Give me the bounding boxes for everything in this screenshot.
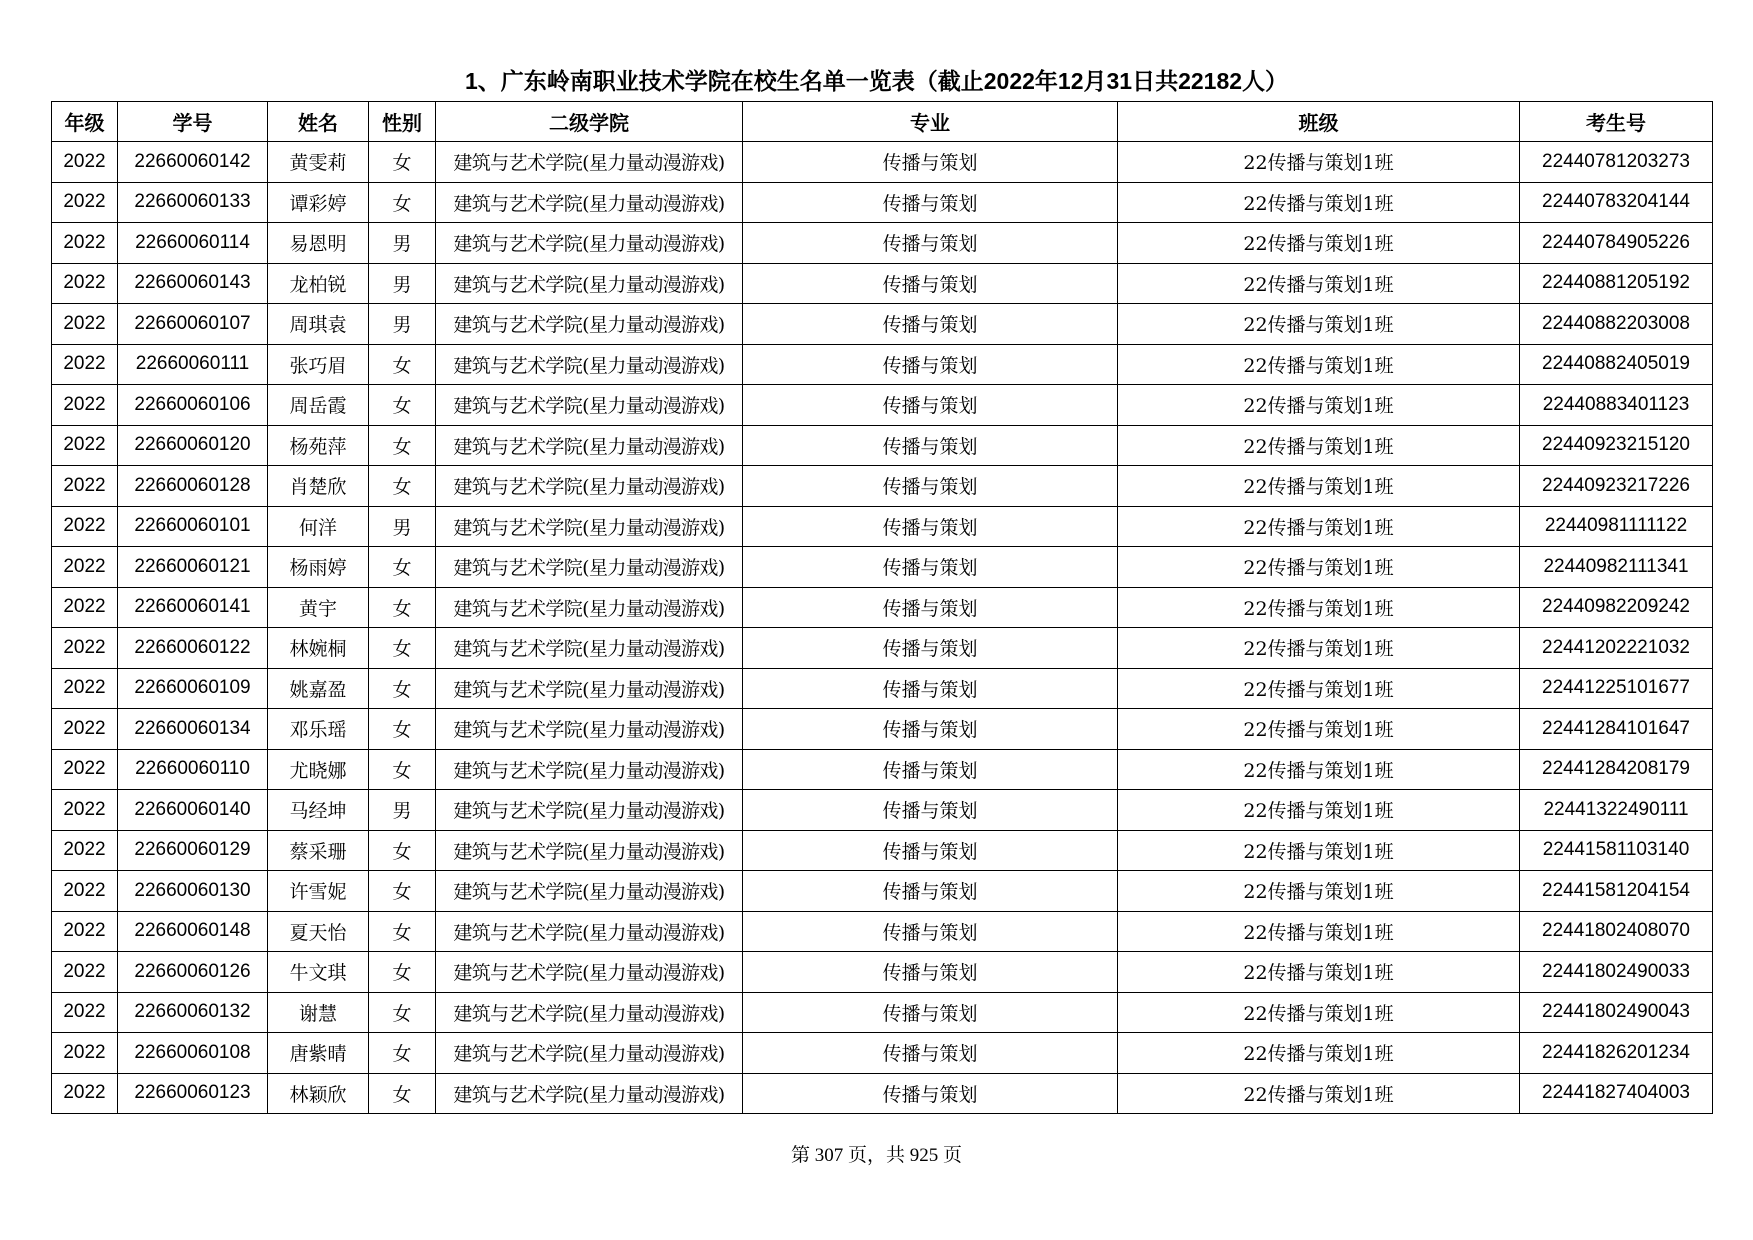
cell-exam-id: 22441225101677 [1520,668,1713,709]
cell-grade: 2022 [52,425,118,466]
cell-college: 建筑与艺术学院(星力量动漫游戏) [436,304,743,345]
cell-grade: 2022 [52,506,118,547]
cell-college: 建筑与艺术学院(星力量动漫游戏) [436,952,743,993]
cell-grade: 2022 [52,466,118,507]
cell-gender: 女 [369,1073,436,1114]
cell-name: 谭彩婷 [268,182,369,223]
cell-class: 22传播与策划1班 [1118,304,1520,345]
cell-grade: 2022 [52,587,118,628]
cell-college: 建筑与艺术学院(星力量动漫游戏) [436,142,743,183]
cell-exam-id: 22440881205192 [1520,263,1713,304]
cell-student-id: 22660060126 [118,952,268,993]
cell-major: 传播与策划 [743,506,1118,547]
table-row [52,425,1713,466]
cell-gender: 女 [369,830,436,871]
cell-gender: 女 [369,668,436,709]
cell-gender: 男 [369,223,436,264]
cell-grade: 2022 [52,1033,118,1074]
cell-name: 夏天怡 [268,911,369,952]
cell-major: 传播与策划 [743,709,1118,750]
cell-name: 易恩明 [268,223,369,264]
table-body [52,142,1713,1114]
cell-college: 建筑与艺术学院(星力量动漫游戏) [436,911,743,952]
cell-student-id: 22660060129 [118,830,268,871]
cell-name: 黄宇 [268,587,369,628]
cell-class: 22传播与策划1班 [1118,911,1520,952]
cell-name: 周琪袁 [268,304,369,345]
cell-exam-id: 22440883401123 [1520,385,1713,426]
cell-student-id: 22660060101 [118,506,268,547]
table-row [52,668,1713,709]
cell-college: 建筑与艺术学院(星力量动漫游戏) [436,182,743,223]
cell-student-id: 22660060106 [118,385,268,426]
cell-exam-id: 22441284208179 [1520,749,1713,790]
cell-student-id: 22660060109 [118,668,268,709]
cell-college: 建筑与艺术学院(星力量动漫游戏) [436,223,743,264]
cell-major: 传播与策划 [743,628,1118,669]
cell-major: 传播与策划 [743,1033,1118,1074]
cell-student-id: 22660060120 [118,425,268,466]
cell-name: 尤晓娜 [268,749,369,790]
cell-major: 传播与策划 [743,587,1118,628]
cell-class: 22传播与策划1班 [1118,749,1520,790]
cell-student-id: 22660060110 [118,749,268,790]
cell-exam-id: 22441802490033 [1520,952,1713,993]
cell-exam-id: 22441284101647 [1520,709,1713,750]
cell-college: 建筑与艺术学院(星力量动漫游戏) [436,344,743,385]
cell-gender: 女 [369,385,436,426]
cell-name: 杨苑萍 [268,425,369,466]
cell-name: 何洋 [268,506,369,547]
cell-name: 张巧眉 [268,344,369,385]
cell-student-id: 22660060133 [118,182,268,223]
cell-major: 传播与策划 [743,385,1118,426]
cell-class: 22传播与策划1班 [1118,709,1520,750]
cell-grade: 2022 [52,992,118,1033]
cell-exam-id: 22441802490043 [1520,992,1713,1033]
header-exam-id: 考生号 [1520,102,1713,142]
cell-college: 建筑与艺术学院(星力量动漫游戏) [436,506,743,547]
header-student-id: 学号 [118,102,268,142]
cell-exam-id: 22441827404003 [1520,1073,1713,1114]
cell-gender: 男 [369,790,436,831]
cell-class: 22传播与策划1班 [1118,547,1520,588]
cell-gender: 女 [369,547,436,588]
cell-college: 建筑与艺术学院(星力量动漫游戏) [436,668,743,709]
cell-exam-id: 22440982111341 [1520,547,1713,588]
cell-name: 唐紫晴 [268,1033,369,1074]
cell-major: 传播与策划 [743,182,1118,223]
cell-class: 22传播与策划1班 [1118,1073,1520,1114]
cell-class: 22传播与策划1班 [1118,830,1520,871]
table-row [52,790,1713,831]
cell-name: 周岳霞 [268,385,369,426]
table-row [52,304,1713,345]
cell-exam-id: 22440784905226 [1520,223,1713,264]
cell-name: 谢慧 [268,992,369,1033]
cell-exam-id: 22440882203008 [1520,304,1713,345]
table-row [52,1073,1713,1114]
table-row [52,992,1713,1033]
cell-major: 传播与策划 [743,749,1118,790]
table-row [52,830,1713,871]
table-row [52,547,1713,588]
cell-grade: 2022 [52,830,118,871]
cell-major: 传播与策划 [743,790,1118,831]
table-row [52,628,1713,669]
table-row [52,709,1713,750]
cell-exam-id: 22440923215120 [1520,425,1713,466]
cell-class: 22传播与策划1班 [1118,1033,1520,1074]
cell-college: 建筑与艺术学院(星力量动漫游戏) [436,587,743,628]
cell-student-id: 22660060141 [118,587,268,628]
cell-major: 传播与策划 [743,911,1118,952]
table-row [52,385,1713,426]
cell-student-id: 22660060107 [118,304,268,345]
cell-student-id: 22660060134 [118,709,268,750]
cell-name: 林婉桐 [268,628,369,669]
cell-name: 杨雨婷 [268,547,369,588]
cell-exam-id: 22440783204144 [1520,182,1713,223]
cell-major: 传播与策划 [743,304,1118,345]
cell-exam-id: 22440781203273 [1520,142,1713,183]
cell-gender: 男 [369,263,436,304]
cell-major: 传播与策划 [743,466,1118,507]
cell-exam-id: 22440882405019 [1520,344,1713,385]
cell-class: 22传播与策划1班 [1118,628,1520,669]
cell-name: 邓乐瑶 [268,709,369,750]
cell-exam-id: 22440982209242 [1520,587,1713,628]
cell-gender: 女 [369,911,436,952]
cell-grade: 2022 [52,182,118,223]
cell-gender: 女 [369,709,436,750]
cell-exam-id: 22441322490111 [1520,790,1713,831]
header-grade: 年级 [52,102,118,142]
cell-name: 龙柏锐 [268,263,369,304]
cell-major: 传播与策划 [743,1073,1118,1114]
table-row [52,506,1713,547]
cell-gender: 女 [369,142,436,183]
cell-student-id: 22660060130 [118,871,268,912]
cell-class: 22传播与策划1班 [1118,263,1520,304]
cell-student-id: 22660060111 [118,344,268,385]
cell-gender: 女 [369,871,436,912]
cell-name: 肖楚欣 [268,466,369,507]
cell-gender: 女 [369,182,436,223]
cell-grade: 2022 [52,709,118,750]
cell-gender: 男 [369,304,436,345]
cell-college: 建筑与艺术学院(星力量动漫游戏) [436,992,743,1033]
cell-grade: 2022 [52,304,118,345]
cell-student-id: 22660060122 [118,628,268,669]
cell-name: 马经坤 [268,790,369,831]
table-row [52,952,1713,993]
cell-college: 建筑与艺术学院(星力量动漫游戏) [436,749,743,790]
cell-major: 传播与策划 [743,871,1118,912]
student-roster-table [51,101,1713,1114]
cell-class: 22传播与策划1班 [1118,992,1520,1033]
cell-college: 建筑与艺术学院(星力量动漫游戏) [436,709,743,750]
table-row [52,587,1713,628]
cell-student-id: 22660060132 [118,992,268,1033]
cell-name: 许雪妮 [268,871,369,912]
cell-class: 22传播与策划1班 [1118,506,1520,547]
cell-class: 22传播与策划1班 [1118,587,1520,628]
cell-college: 建筑与艺术学院(星力量动漫游戏) [436,425,743,466]
cell-class: 22传播与策划1班 [1118,668,1520,709]
cell-student-id: 22660060123 [118,1073,268,1114]
header-college: 二级学院 [436,102,743,142]
cell-exam-id: 22441802408070 [1520,911,1713,952]
cell-student-id: 22660060114 [118,223,268,264]
cell-name: 林颖欣 [268,1073,369,1114]
cell-college: 建筑与艺术学院(星力量动漫游戏) [436,547,743,588]
table-row [52,182,1713,223]
cell-student-id: 22660060108 [118,1033,268,1074]
cell-college: 建筑与艺术学院(星力量动漫游戏) [436,871,743,912]
cell-name: 黄雯莉 [268,142,369,183]
cell-student-id: 22660060128 [118,466,268,507]
cell-student-id: 22660060148 [118,911,268,952]
cell-exam-id: 22441581204154 [1520,871,1713,912]
cell-exam-id: 22441826201234 [1520,1033,1713,1074]
cell-gender: 男 [369,506,436,547]
cell-grade: 2022 [52,142,118,183]
cell-class: 22传播与策划1班 [1118,142,1520,183]
cell-major: 传播与策划 [743,830,1118,871]
cell-gender: 女 [369,992,436,1033]
cell-grade: 2022 [52,344,118,385]
cell-grade: 2022 [52,547,118,588]
cell-college: 建筑与艺术学院(星力量动漫游戏) [436,830,743,871]
cell-gender: 女 [369,749,436,790]
cell-college: 建筑与艺术学院(星力量动漫游戏) [436,790,743,831]
cell-major: 传播与策划 [743,952,1118,993]
cell-college: 建筑与艺术学院(星力量动漫游戏) [436,628,743,669]
cell-major: 传播与策划 [743,547,1118,588]
cell-class: 22传播与策划1班 [1118,223,1520,264]
cell-class: 22传播与策划1班 [1118,952,1520,993]
cell-college: 建筑与艺术学院(星力量动漫游戏) [436,385,743,426]
cell-major: 传播与策划 [743,344,1118,385]
cell-grade: 2022 [52,385,118,426]
cell-grade: 2022 [52,668,118,709]
page-footer: 第 307 页，共 925 页 [790,1145,962,1166]
cell-grade: 2022 [52,911,118,952]
cell-college: 建筑与艺术学院(星力量动漫游戏) [436,1073,743,1114]
cell-gender: 女 [369,425,436,466]
cell-major: 传播与策划 [743,142,1118,183]
cell-name: 姚嘉盈 [268,668,369,709]
cell-grade: 2022 [52,263,118,304]
cell-student-id: 22660060121 [118,547,268,588]
header-gender: 性别 [369,102,436,142]
cell-grade: 2022 [52,749,118,790]
cell-gender: 女 [369,628,436,669]
cell-gender: 女 [369,952,436,993]
cell-grade: 2022 [52,628,118,669]
cell-college: 建筑与艺术学院(星力量动漫游戏) [436,1033,743,1074]
cell-major: 传播与策划 [743,425,1118,466]
cell-major: 传播与策划 [743,668,1118,709]
cell-name: 牛文琪 [268,952,369,993]
cell-class: 22传播与策划1班 [1118,344,1520,385]
cell-student-id: 22660060142 [118,142,268,183]
cell-major: 传播与策划 [743,263,1118,304]
cell-major: 传播与策划 [743,992,1118,1033]
cell-major: 传播与策划 [743,223,1118,264]
cell-grade: 2022 [52,790,118,831]
table-row [52,142,1713,183]
cell-grade: 2022 [52,1073,118,1114]
cell-exam-id: 22440981111122 [1520,506,1713,547]
cell-exam-id: 22441202221032 [1520,628,1713,669]
document-title: 1、广东岭南职业技术学院在校生名单一览表（截止2022年12月31日共22182人） [464,68,1289,94]
cell-class: 22传播与策划1班 [1118,425,1520,466]
cell-name: 蔡采珊 [268,830,369,871]
table-row [52,1033,1713,1074]
cell-student-id: 22660060143 [118,263,268,304]
table-row [52,749,1713,790]
cell-gender: 女 [369,587,436,628]
cell-exam-id: 22440923217226 [1520,466,1713,507]
cell-grade: 2022 [52,871,118,912]
table-row [52,344,1713,385]
table-row [52,263,1713,304]
table-row [52,466,1713,507]
header-name: 姓名 [268,102,369,142]
cell-college: 建筑与艺术学院(星力量动漫游戏) [436,263,743,304]
cell-gender: 女 [369,1033,436,1074]
cell-grade: 2022 [52,223,118,264]
cell-exam-id: 22441581103140 [1520,830,1713,871]
table-row [52,223,1713,264]
table-row [52,871,1713,912]
table-header-row [52,102,1713,142]
header-major: 专业 [743,102,1118,142]
cell-class: 22传播与策划1班 [1118,385,1520,426]
cell-class: 22传播与策划1班 [1118,182,1520,223]
cell-grade: 2022 [52,952,118,993]
table-row [52,911,1713,952]
cell-gender: 女 [369,466,436,507]
cell-student-id: 22660060140 [118,790,268,831]
header-class: 班级 [1118,102,1520,142]
cell-class: 22传播与策划1班 [1118,466,1520,507]
cell-gender: 女 [369,344,436,385]
cell-college: 建筑与艺术学院(星力量动漫游戏) [436,466,743,507]
cell-class: 22传播与策划1班 [1118,871,1520,912]
cell-class: 22传播与策划1班 [1118,790,1520,831]
